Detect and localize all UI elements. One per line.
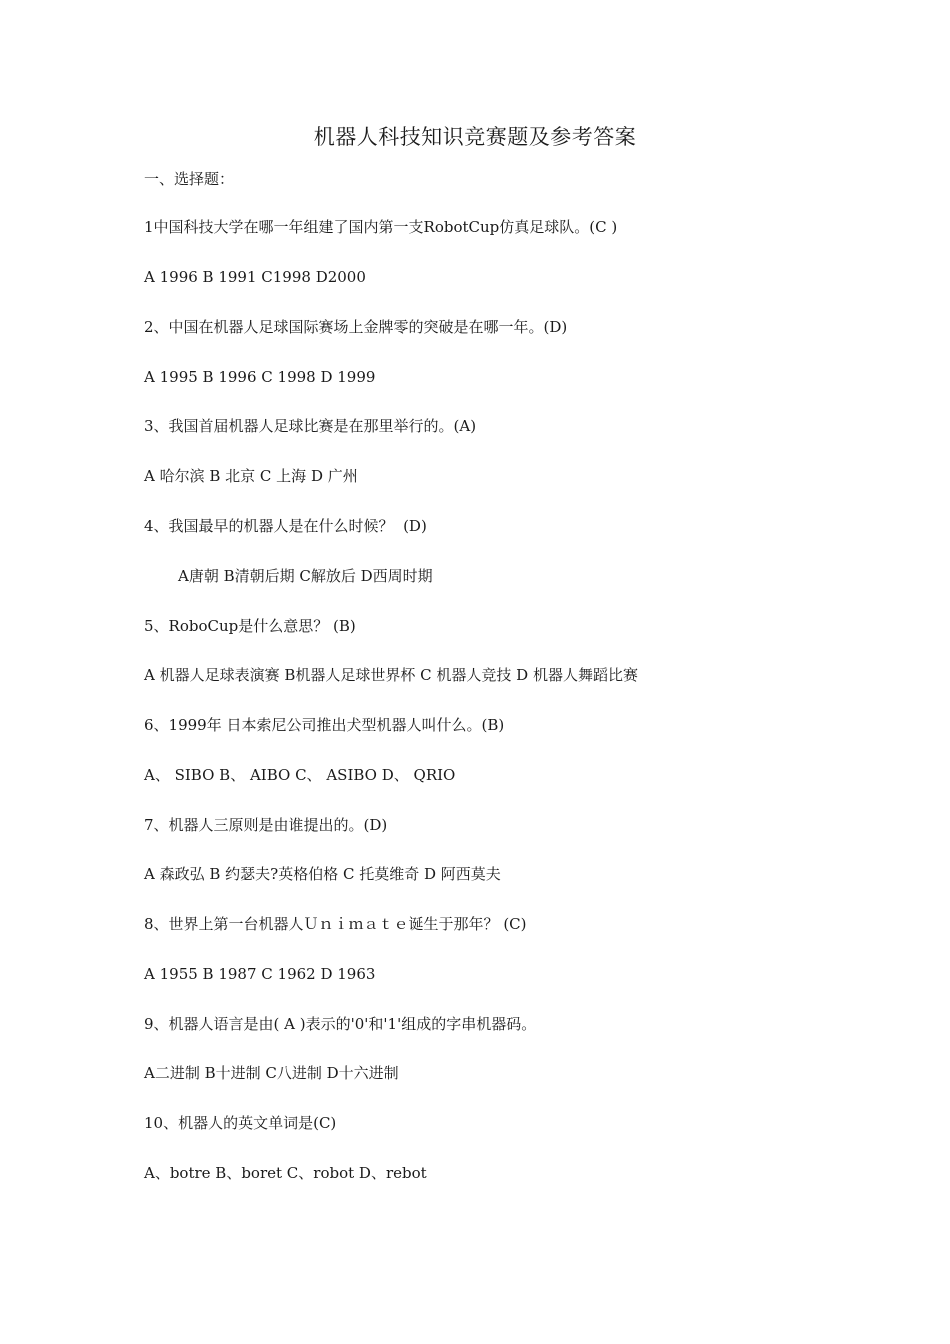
options-6: A、 SIBO B、 AIBO C、 ASIBO D、 QRIO <box>144 766 456 784</box>
options-10: A、botre B、boret C、robot D、rebot <box>144 1164 427 1182</box>
options-8: A 1955 B 1987 C 1962 D 1963 <box>144 965 376 983</box>
options-3: A 哈尔滨 B 北京 C 上海 D 广州 <box>144 467 358 485</box>
question-3: 3、我国首届机器人足球比赛是在那里举行的。(A) <box>144 417 477 435</box>
question-4: 4、我国最早的机器人是在什么时候？ (D) <box>144 517 427 535</box>
options-2: A 1995 B 1996 C 1998 D 1999 <box>144 368 376 386</box>
document-title: 机器人科技知识竞赛题及参考答案 <box>313 125 637 149</box>
question-10: 10、机器人的英文单词是(C) <box>144 1114 337 1132</box>
options-1: A 1996 B 1991 C1998 D2000 <box>144 268 366 286</box>
question-9: 9、机器人语言是由( A )表示的'0'和'1'组成的字串机器码。 <box>144 1015 537 1033</box>
question-7: 7、机器人三原则是由谁提出的。(D) <box>144 816 388 834</box>
options-5: A 机器人足球表演赛 B机器人足球世界杯 C 机器人竞技 D 机器人舞蹈比赛 <box>144 666 638 684</box>
question-2: 2、中国在机器人足球国际赛场上金牌零的突破是在哪一年。(D) <box>144 318 568 336</box>
section-heading: 一、选择题： <box>144 170 235 188</box>
options-9: A二进制 B十进制 C八进制 D十六进制 <box>144 1064 399 1082</box>
question-1: 1中国科技大学在哪一年组建了国内第一支RobotCup仿真足球队。(C ) <box>144 218 618 236</box>
options-4: A唐朝 B清朝后期 C解放后 D西周时期 <box>178 567 433 585</box>
question-6: 6、1999年 日本索尼公司推出犬型机器人叫什么。(B) <box>144 716 505 734</box>
options-7: A 森政弘 B 约瑟夫?英格伯格 C 托莫维奇 D 阿西莫夫 <box>144 865 501 883</box>
question-5: 5、RoboCup是什么意思？ (B) <box>144 617 356 635</box>
question-8: 8、世界上第一台机器人Ｕｎｉｍａｔｅ诞生于那年？ (C) <box>144 915 527 933</box>
